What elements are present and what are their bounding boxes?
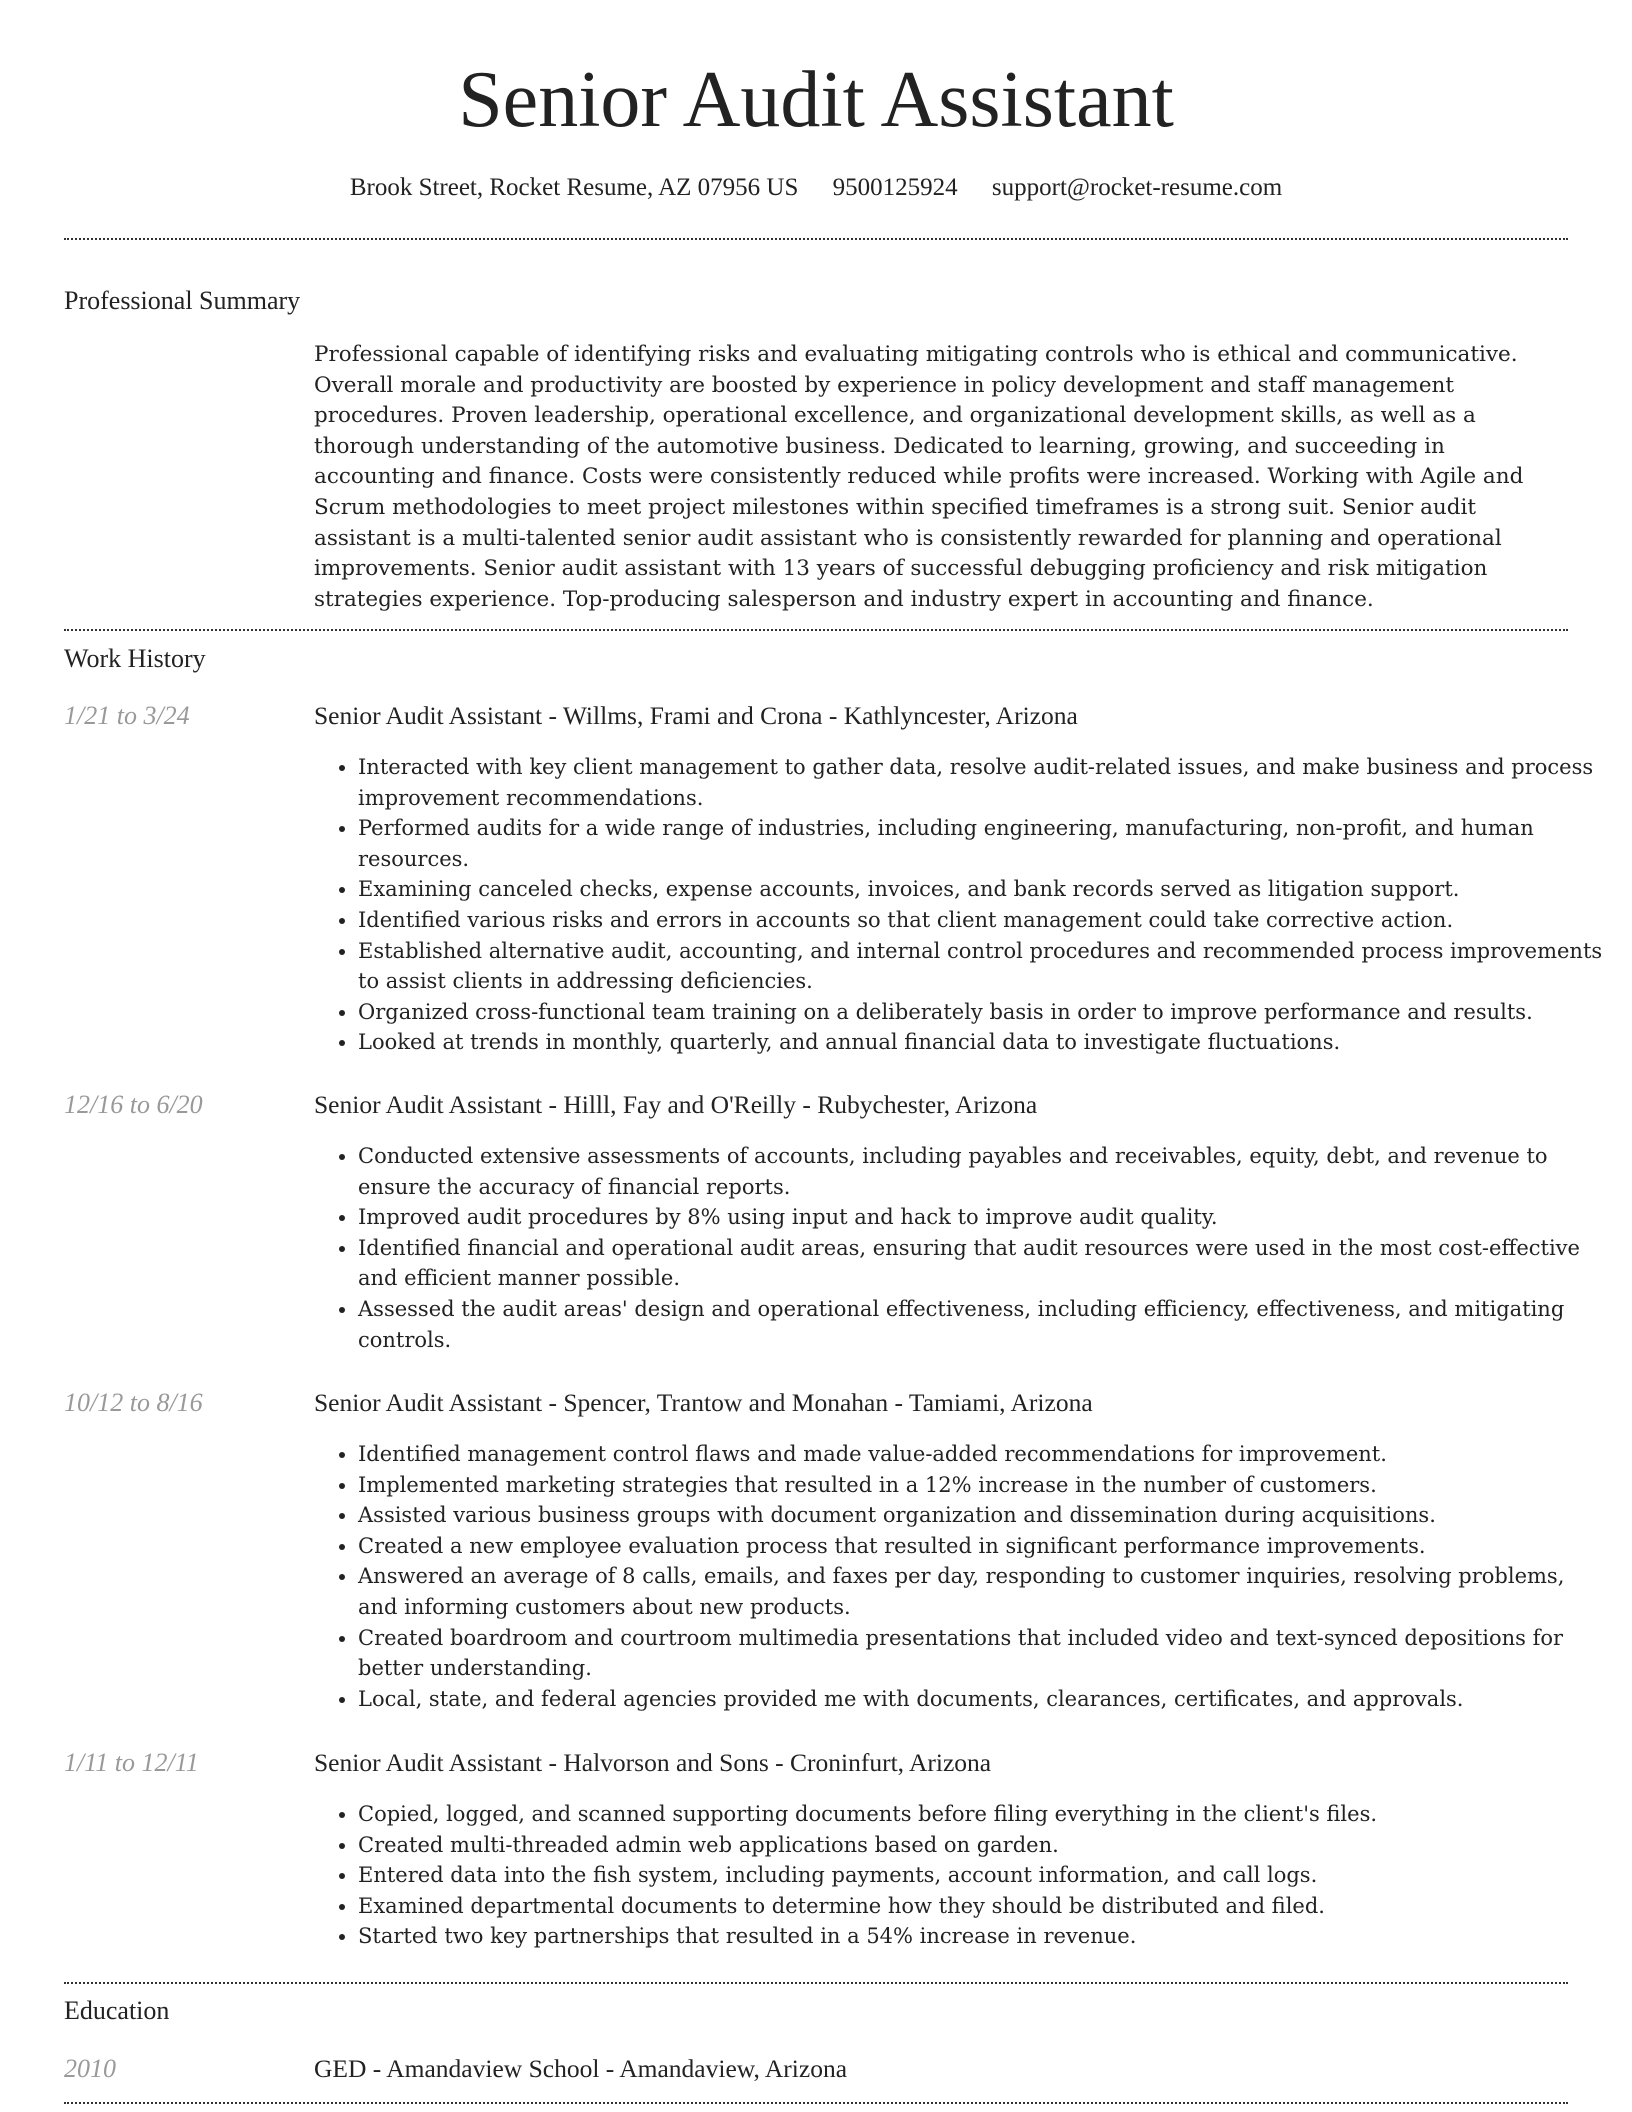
list-item: • Entered data into the fish system, including payments, account information, and call logs. [358, 1860, 1610, 1891]
contact-address: Brook Street, Rocket Resume, AZ 07956 US [349, 174, 799, 201]
contact-line [0, 170, 1632, 206]
list-item: • Identified financial and operational audit areas, ensuring that audit resources were used in the most cost-effective and efficient manner possible. [358, 1233, 1610, 1294]
list-item: • Local, state, and federal agencies provided me with documents, clearances, certificates, and approvals. [358, 1684, 1610, 1715]
contact-email[interactable]: support@rocket-resume.com [991, 174, 1283, 201]
education-year: 2010 [64, 2054, 116, 2083]
job-dates: 12/16 to 6/20 [64, 1090, 203, 1119]
list-item: • Identified management control flaws and made value-added recommendations for improvement. [358, 1439, 1610, 1470]
section-divider [64, 238, 1568, 240]
list-item: • Implemented marketing strategies that resulted in a 12% increase in the number of customers. [358, 1470, 1610, 1501]
list-item: • Created multi-threaded admin web applications based on garden. [358, 1830, 1610, 1861]
list-item: • Established alternative audit, accounting, and internal control procedures and recommended process improvements to assist clients in addressing deficiencies. [358, 936, 1610, 997]
summary-heading: Professional Summary [64, 286, 301, 315]
list-item: • Started two key partnerships that resulted in a 54% increase in revenue. [358, 1921, 1610, 1952]
job-dates: 1/11 to 12/11 [64, 1748, 199, 1777]
list-item: • Organized cross-functional team training on a deliberately basis in order to improve performance and results. [358, 997, 1610, 1028]
job-title: Senior Audit Assistant - Willms, Frami and Crona - Kathlyncester, Arizona [314, 701, 1078, 730]
section-divider [64, 2102, 1568, 2104]
job-bullet-list [314, 1799, 1610, 1952]
list-item: • Examined departmental documents to determine how they should be distributed and filed. [358, 1891, 1610, 1922]
list-item: • Conducted extensive assessments of accounts, including payables and receivables, equity, debt, and revenue to ensure the accuracy of financial reports. [358, 1141, 1610, 1202]
list-item: • Assessed the audit areas' design and operational effectiveness, including efficiency, effectiveness, and mitigating controls. [358, 1294, 1610, 1355]
section-divider [64, 1982, 1568, 1984]
job-bullet-list [314, 1439, 1610, 1714]
list-item: • Performed audits for a wide range of industries, including engineering, manufacturing, non-profit, and human resources. [358, 813, 1610, 874]
job-title: Senior Audit Assistant - Hilll, Fay and O'Reilly - Rubychester, Arizona [314, 1090, 1038, 1119]
list-item: • Created boardroom and courtroom multimedia presentations that included video and text-synced depositions for better understanding. [358, 1623, 1610, 1684]
section-divider [64, 629, 1568, 631]
list-item: • Examining canceled checks, expense accounts, invoices, and bank records served as litigation support. [358, 874, 1610, 905]
job-bullet-list [314, 752, 1610, 1058]
resume-name: Senior Audit Assistant [458, 56, 1174, 144]
education-heading: Education [64, 1996, 170, 2025]
list-item: • Answered an average of 8 calls, emails, and faxes per day, responding to customer inquiries, resolving problems, and informing customers about new products. [358, 1561, 1610, 1622]
job-dates: 10/12 to 8/16 [64, 1388, 203, 1417]
list-item: • Copied, logged, and scanned supporting documents before filing everything in the client's files. [358, 1799, 1610, 1830]
job-dates: 1/21 to 3/24 [64, 701, 190, 730]
education-detail: GED - Amandaview School - Amandaview, Arizona [314, 2054, 848, 2083]
job-title: Senior Audit Assistant - Spencer, Trantow and Monahan - Tamiami, Arizona [314, 1388, 1093, 1417]
list-item: • Identified various risks and errors in accounts so that client management could take corrective action. [358, 905, 1610, 936]
list-item: • Interacted with key client management to gather data, resolve audit-related issues, and make business and process improvement recommendations. [358, 752, 1610, 813]
contact-phone[interactable]: 9500125924 [832, 174, 958, 201]
work-history-heading: Work History [64, 644, 206, 673]
list-item: • Looked at trends in monthly, quarterly, and annual financial data to investigate fluctuations. [358, 1027, 1610, 1058]
job-bullet-list [314, 1141, 1610, 1355]
summary-text: Professional capable of identifying risks and evaluating mitigating controls who is ethical and communicative. Overall morale and productivity are boosted by experience in policy development and staff management procedures. Proven leadership, operational excellence, and organizational development skills, as well as a thorough understanding of the automotive business. Dedicated to learning, growing, and succeeding in accounting and finance. Costs were consistently reduced while profits were increased. Working with Agile and Scrum methodologies to meet project milestones within specified timeframes is a strong suit. Senior audit assistant is a multi-talented senior audit assistant who is consistently rewarded for planning and operational improvements. Senior audit assistant with 13 years of successful debugging proficiency and risk mitigation strategies experience. Top-producing salesperson and industry expert in accounting and finance. [314, 342, 1524, 612]
list-item: • Improved audit procedures by 8% using input and hack to improve audit quality. [358, 1202, 1610, 1233]
list-item: • Created a new employee evaluation process that resulted in significant performance improvements. [358, 1531, 1610, 1562]
list-item: • Assisted various business groups with document organization and dissemination during acquisitions. [358, 1500, 1610, 1531]
job-title: Senior Audit Assistant - Halvorson and Sons - Croninfurt, Arizona [314, 1748, 992, 1777]
